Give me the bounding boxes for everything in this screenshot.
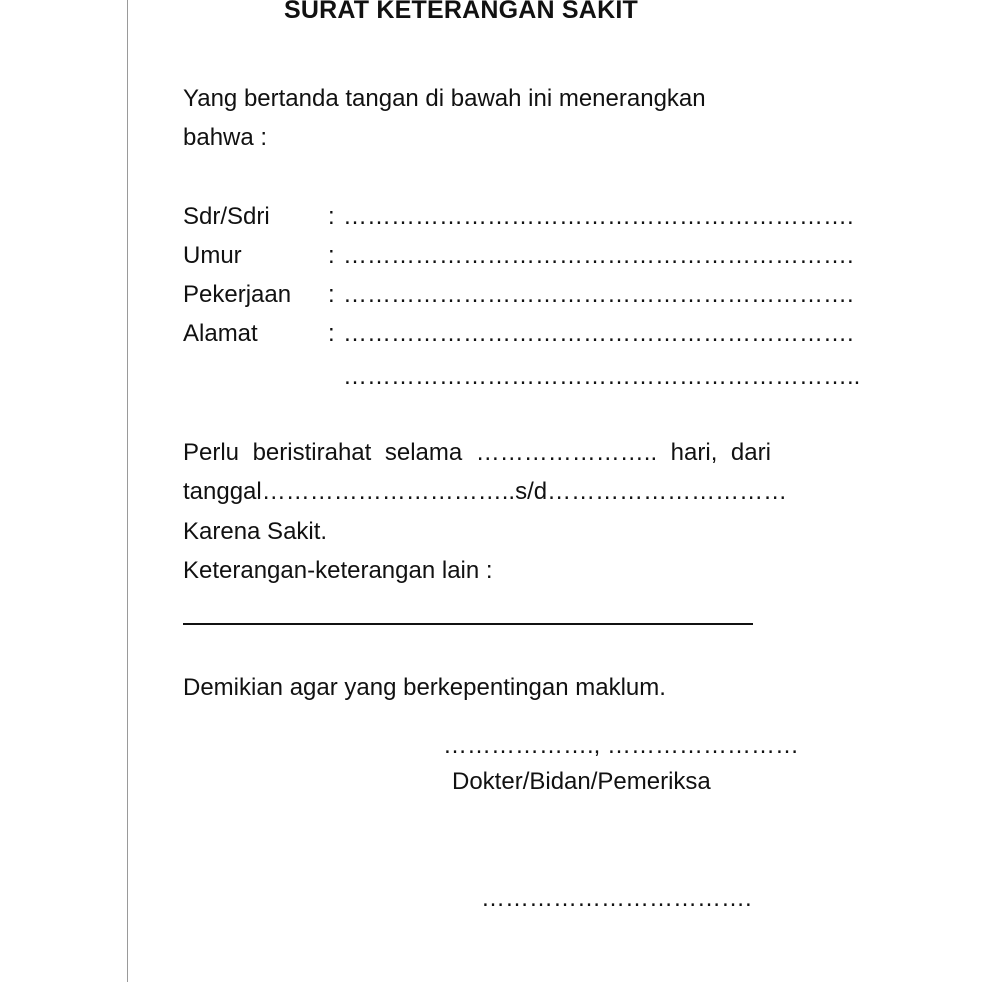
place-date-blank: ………………., …………………… bbox=[443, 732, 800, 759]
other-notes-label: Keterangan-keterangan lain : bbox=[183, 557, 493, 584]
intro-line-1: Yang bertanda tangan di bawah ini menerangkan bbox=[183, 85, 706, 112]
field-label-age: Umur bbox=[183, 242, 242, 269]
field-blank-address-continuation: ……………………………………………………….. bbox=[343, 363, 861, 390]
field-colon-occupation: : bbox=[328, 281, 335, 308]
rest-word-hari: hari, bbox=[670, 439, 718, 466]
field-label-name: Sdr/Sdri bbox=[183, 203, 270, 230]
field-blank-name: ………………………………………………………. bbox=[343, 203, 854, 230]
field-label-address: Alamat bbox=[183, 320, 258, 347]
date-from-blank: ………………………….. bbox=[261, 478, 516, 505]
document-title: SURAT KETERANGAN SAKIT bbox=[284, 0, 638, 24]
intro-line-2: bahwa : bbox=[183, 124, 268, 151]
signature-blank: ……………………………. bbox=[481, 885, 752, 912]
signer-title: Dokter/Bidan/Pemeriksa bbox=[452, 768, 711, 795]
rest-days-blank: ………………….. bbox=[475, 439, 658, 466]
field-colon-age: : bbox=[328, 242, 335, 269]
closing-statement: Demikian agar yang berkepentingan maklum. bbox=[183, 674, 666, 701]
reason-text: Karena Sakit. bbox=[183, 518, 328, 545]
field-blank-occupation: ………………………………………………………. bbox=[343, 281, 854, 308]
field-blank-age: ………………………………………………………. bbox=[343, 242, 854, 269]
rest-word-perlu: Perlu bbox=[183, 439, 240, 466]
field-blank-address: ………………………………………………………. bbox=[343, 320, 854, 347]
field-colon-address: : bbox=[328, 320, 335, 347]
rest-word-selama: selama bbox=[384, 439, 463, 466]
rest-duration-line bbox=[183, 438, 771, 468]
date-to-blank: ………………………… bbox=[547, 478, 788, 505]
other-notes-underline bbox=[183, 623, 753, 625]
field-label-occupation: Pekerjaan bbox=[183, 281, 292, 308]
date-word-tanggal: tanggal bbox=[183, 478, 262, 505]
date-word-sd: s/d bbox=[515, 478, 548, 505]
field-colon-name: : bbox=[328, 203, 335, 230]
rest-word-beristirahat: beristirahat bbox=[252, 439, 372, 466]
rest-word-dari: dari bbox=[730, 439, 771, 466]
rest-date-range-line bbox=[183, 477, 788, 507]
